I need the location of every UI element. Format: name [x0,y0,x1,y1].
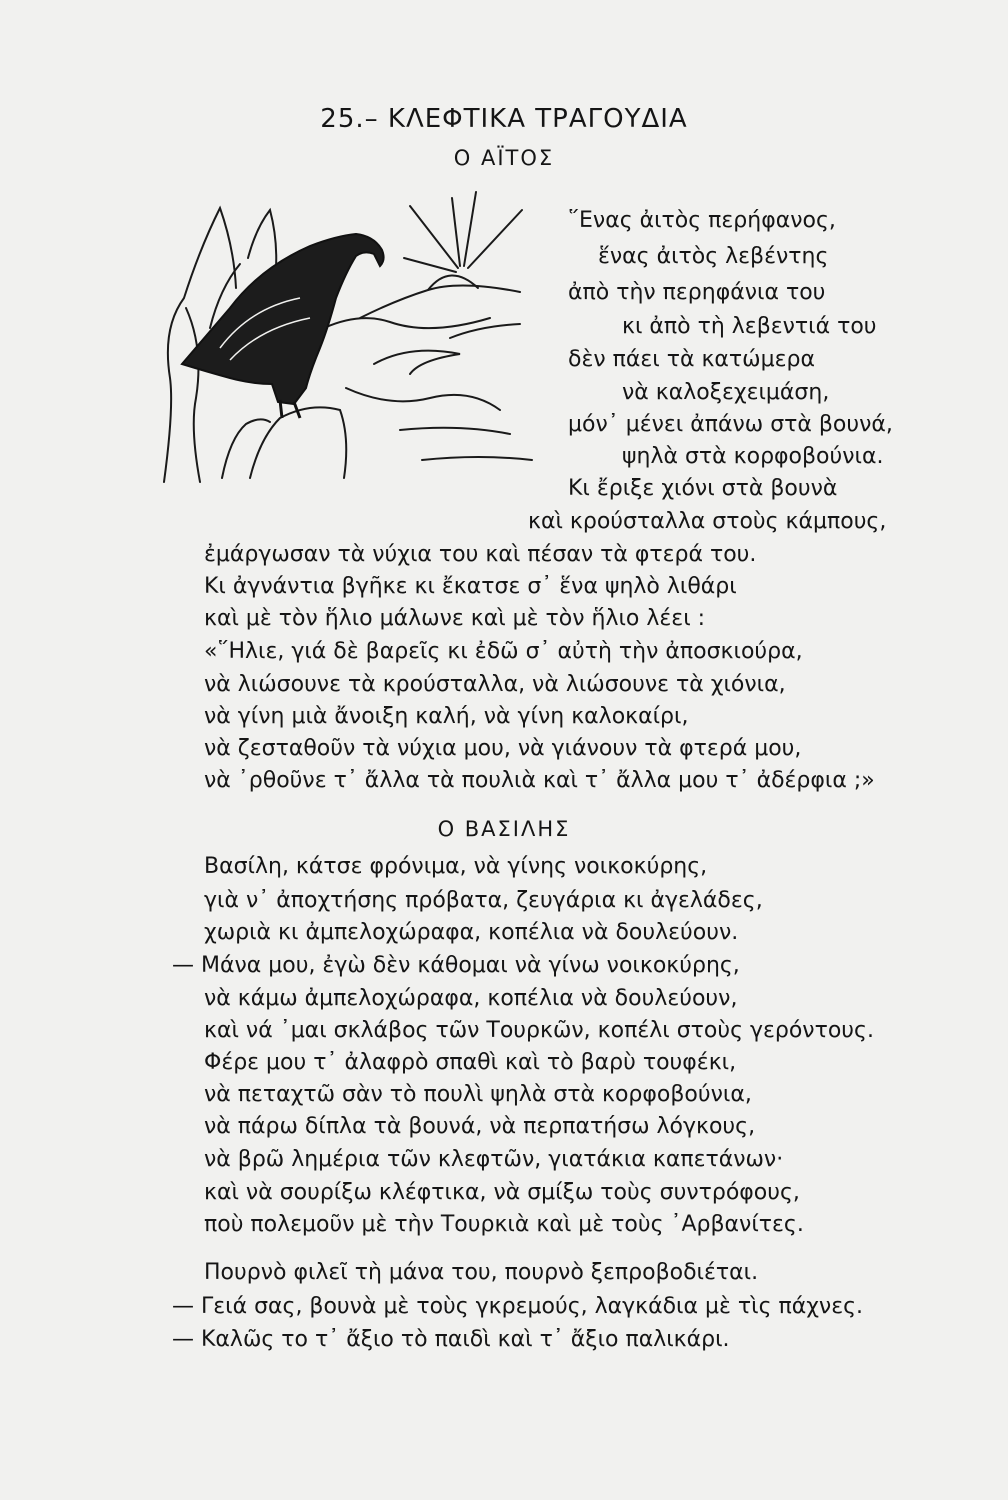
poem-line: νὰ κάμω ἀμπελοχώραφα, κοπέλια νὰ δουλεύουν, [204,986,738,1011]
poem-line: — Γειά σας, βουνὰ μὲ τοὺς γκρεμούς, λαγκάδια μὲ τὶς πάχνες. [172,1294,864,1319]
poem-line: ψηλὰ στὰ κορφοβούνια. [622,444,884,469]
poem-line: νὰ πάρω δίπλα τὰ βουνά, νὰ περπατήσω λόγκους, [204,1114,756,1139]
poem-line: καὶ κρούσταλλα στοὺς κάμπους, [528,509,887,534]
poem-line: νὰ γίνη μιὰ ἄνοιξη καλή, νὰ γίνη καλοκαίρι, [204,704,689,729]
poem-heading-aitos: Ο ΑΪΤΟΣ [453,146,555,170]
poem-heading-vasilis: Ο ΒΑΣΙΛΗΣ [437,817,571,841]
poem-line: — Καλῶς το τ᾽ ἄξιο τὸ παιδὶ καὶ τ᾽ ἄξιο παλικάρι. [172,1327,730,1352]
poem-line: καὶ νά ᾽μαι σκλάβος τῶν Τουρκῶν, κοπέλι στοὺς γερόντους. [204,1018,874,1043]
poem-line: νὰ ζεσταθοῦν τὰ νύχια μου, νὰ γιάνουν τὰ φτερά μου, [204,736,802,761]
poem-line: ἐμάργωσαν τὰ νύχια του καὶ πέσαν τὰ φτερά του. [204,542,757,567]
poem-line: Βασίλη, κάτσε φρόνιμα, νὰ γίνης νοικοκύρης, [204,854,708,879]
poem-line: «῞Ηλιε, γιά δὲ βαρεῖς κι ἐδῶ σ᾽ αὐτὴ τὴν ἀποσκιούρα, [204,639,803,664]
poem-line: χωριὰ κι ἀμπελοχώραφα, κοπέλια νὰ δουλεύουν. [204,920,739,945]
poem-line: νὰ ᾽ρθοῦνε τ᾽ ἄλλα τὰ πουλιὰ καὶ τ᾽ ἄλλα μου τ᾽ ἀδέρφια ;» [204,768,875,793]
poem-line: Πουρνὸ φιλεῖ τὴ μάνα του, πουρνὸ ξεπροβοδιέται. [204,1260,759,1285]
poem-line: μόν᾽ μένει ἀπάνω στὰ βουνά, [568,412,893,437]
poem-line: Κι ἀγνάντια βγῆκε κι ἔκατσε σ᾽ ἕνα ψηλὸ λιθάρι [204,574,737,599]
poem-line: Κι ἔριξε χιόνι στὰ βουνὰ [568,476,838,501]
chapter-title: 25.– ΚΛΕΦΤΙΚΑ ΤΡΑΓΟΥΔΙΑ [320,104,688,134]
poem-line: Φέρε μου τ᾽ ἀλαφρὸ σπαθὶ καὶ τὸ βαρὺ τουφέκι, [204,1050,737,1075]
poem-line: νὰ λιώσουνε τὰ κρούσταλλα, νὰ λιώσουνε τὰ χιόνια, [204,672,786,697]
poem-line: ῞Ενας ἀιτὸς περήφανος, [568,208,836,233]
poem-line: νὰ βρῶ λημέρια τῶν κλεφτῶν, γιατάκια καπετάνων· [204,1147,784,1172]
poem-line: ἀπὸ τὴν περηφάνια του [568,280,826,305]
poem-line: νὰ πεταχτῶ σὰν τὸ πουλὶ ψηλὰ στὰ κορφοβούνια, [204,1082,752,1107]
poem-line: δὲν πάει τὰ κατώμερα [568,347,815,372]
poem-line: ποὺ πολεμοῦν μὲ τὴν Τουρκιὰ καὶ μὲ τοὺς ᾽Αρβανίτες. [204,1212,804,1237]
poem-line: καὶ μὲ τὸν ἥλιο μάλωνε καὶ μὲ τὸν ἥλιο λέει : [204,606,706,631]
eagle-illustration [160,188,550,488]
poem-line: νὰ καλοξεχειμάση, [622,380,830,405]
poem-line: καὶ νὰ σουρίξω κλέφτικα, νὰ σμίξω τοὺς συντρόφους, [204,1180,800,1205]
poem-line: κι ἀπὸ τὴ λεβεντιά του [622,314,877,339]
poem-line: γιὰ ν᾽ ἀποχτήσης πρόβατα, ζευγάρια κι ἀγελάδες, [204,888,763,913]
poem-line: — Μάνα μου, ἐγὼ δὲν κάθομαι νὰ γίνω νοικοκύρης, [172,953,740,978]
poem-line: ἕνας ἀιτὸς λεβέντης [598,244,829,269]
